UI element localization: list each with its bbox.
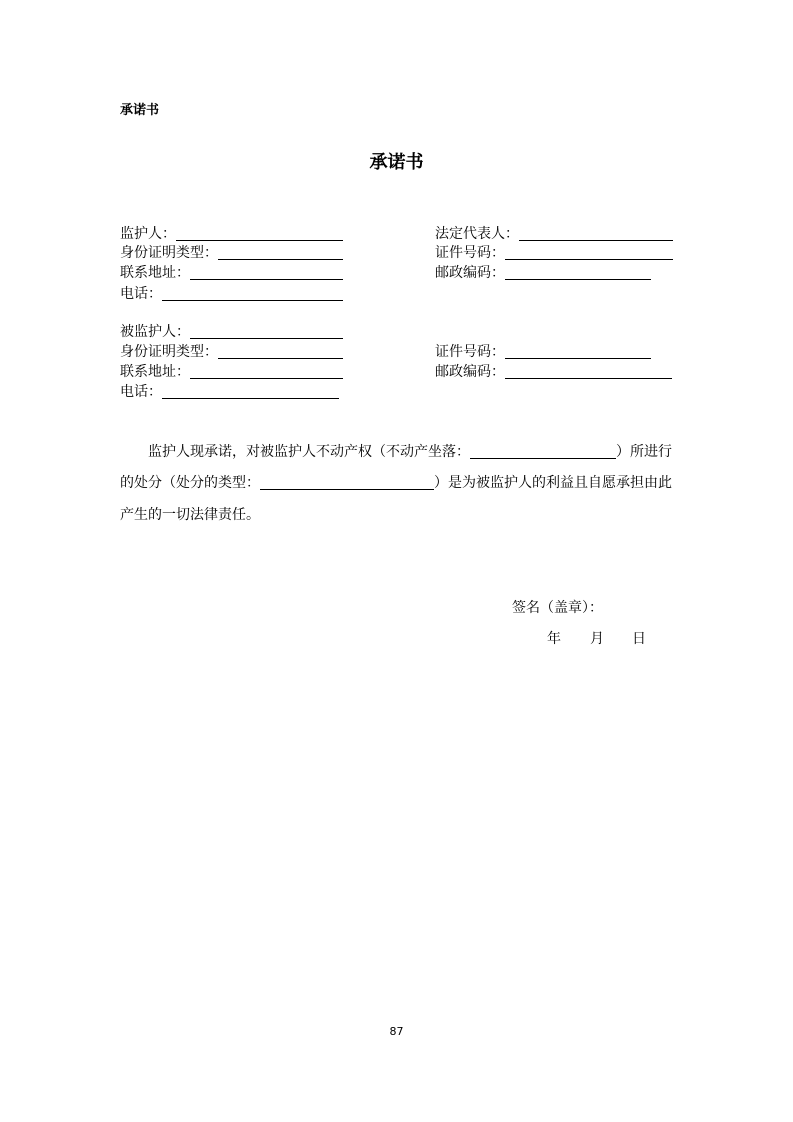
ward-name-label: 被监护人： <box>120 324 190 340</box>
ward-postcode-row <box>435 362 672 382</box>
legal-rep-id-no-row <box>435 243 673 263</box>
ward-id-no-label: 证件号码： <box>435 344 505 360</box>
legal-rep-postcode-label: 邮政编码： <box>435 265 505 281</box>
commitment-line-2 <box>120 472 672 492</box>
date-year: 年 <box>547 631 561 647</box>
commitment-text-4: ）是为被监护人的利益且自愿承担由此 <box>434 475 672 491</box>
page-header: 承诺书 <box>120 103 160 118</box>
guardian-id-type-row <box>120 243 343 263</box>
signature-label: 签名（盖章）： <box>512 600 603 616</box>
legal-rep-postcode-row <box>435 263 651 283</box>
date-day: 日 <box>632 631 646 647</box>
commitment-text-5: 产生的一切法律责任。 <box>120 507 260 523</box>
legal-rep-id-no-field[interactable] <box>505 244 673 260</box>
guardian-phone-row <box>120 284 343 304</box>
ward-id-type-label: 身份证明类型： <box>120 344 218 360</box>
commitment-line-1 <box>148 441 672 461</box>
ward-phone-field[interactable] <box>162 383 339 399</box>
ward-id-type-field[interactable] <box>218 343 343 359</box>
guardian-address-label: 联系地址： <box>120 265 190 281</box>
guardian-name-label: 监护人： <box>120 226 176 242</box>
guardian-id-type-label: 身份证明类型： <box>120 245 218 261</box>
commitment-text-1: 监护人现承诺，对被监护人不动产权（不动产坐落： <box>148 444 470 460</box>
legal-rep-id-no-label: 证件号码： <box>435 245 505 261</box>
ward-address-label: 联系地址： <box>120 364 190 380</box>
ward-id-no-row <box>435 342 651 362</box>
date-month: 月 <box>590 631 604 647</box>
ward-address-field[interactable] <box>190 363 343 379</box>
ward-id-type-row <box>120 342 343 362</box>
commitment-line-3 <box>120 504 260 524</box>
ward-id-no-field[interactable] <box>505 343 651 359</box>
guardian-phone-field[interactable] <box>162 285 343 301</box>
ward-phone-row <box>120 382 339 402</box>
property-location-field[interactable] <box>470 444 616 459</box>
guardian-address-row <box>120 263 343 283</box>
disposal-type-field[interactable] <box>260 475 434 490</box>
page-number: 87 <box>389 1025 404 1038</box>
legal-rep-postcode-field[interactable] <box>505 264 651 280</box>
ward-postcode-label: 邮政编码： <box>435 364 505 380</box>
ward-name-row <box>120 322 343 342</box>
guardian-phone-label: 电话： <box>120 286 162 302</box>
legal-rep-name-field[interactable] <box>519 225 673 241</box>
legal-rep-name-row <box>435 224 673 244</box>
guardian-name-row <box>120 224 343 244</box>
commitment-text-2: ）所进行 <box>616 444 672 460</box>
ward-postcode-field[interactable] <box>505 363 672 379</box>
ward-phone-label: 电话： <box>120 384 162 400</box>
ward-name-field[interactable] <box>190 323 343 339</box>
ward-address-row <box>120 362 343 382</box>
commitment-text-3: 的处分（处分的类型： <box>120 475 260 491</box>
document-title: 承诺书 <box>369 152 424 173</box>
guardian-id-type-field[interactable] <box>218 244 343 260</box>
guardian-address-field[interactable] <box>190 264 343 280</box>
guardian-name-field[interactable] <box>176 225 343 241</box>
legal-rep-name-label: 法定代表人： <box>435 226 519 242</box>
